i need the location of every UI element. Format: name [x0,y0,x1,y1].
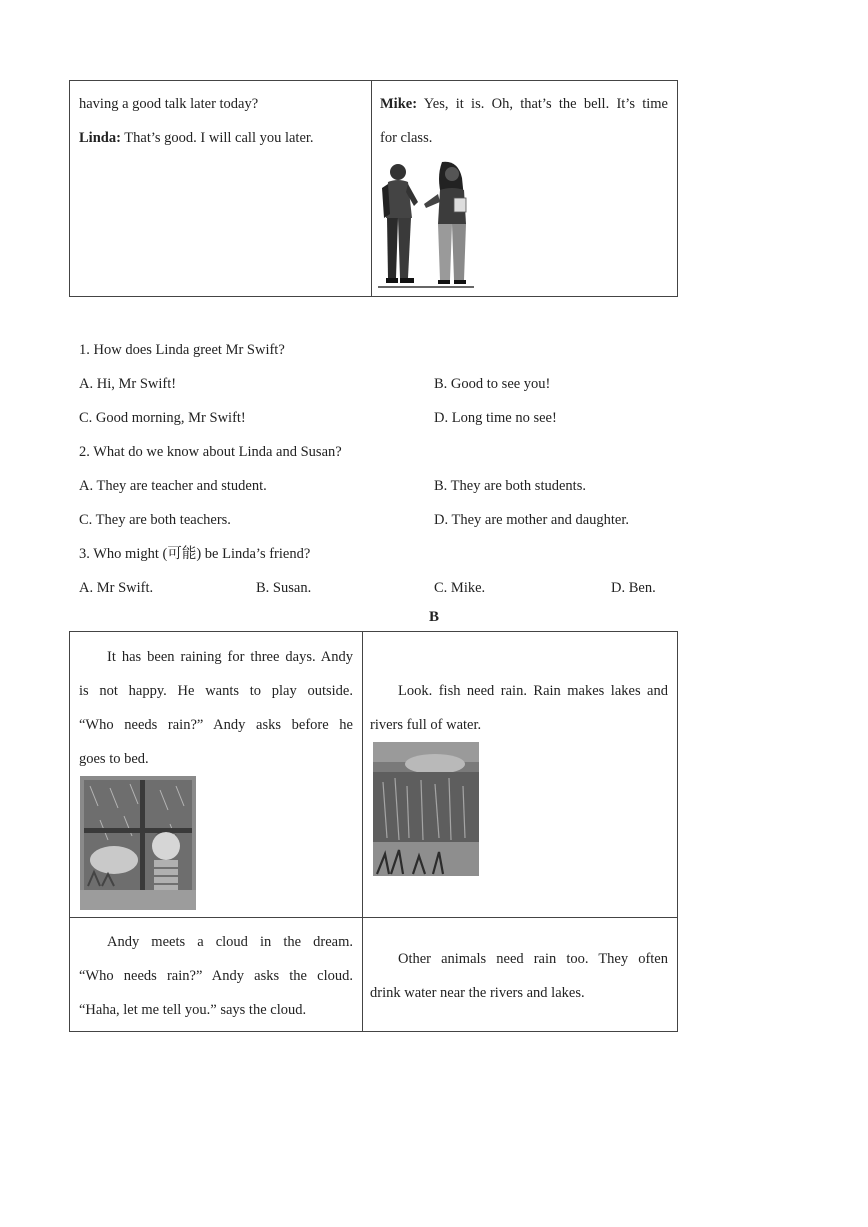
question-1-option-c[interactable]: C. Good morning, Mr Swift! [79,410,246,426]
story-line: Look. fish need rain. Rain makes lakes and [398,683,668,699]
question-2-option-d[interactable]: D. They are mother and daughter. [434,512,630,528]
question-3-stem: 3. Who might (可能) be Linda’s friend? [79,546,311,562]
story-line: drink water near the rivers and lakes. [370,985,585,1001]
story-line: rivers full of water. [370,717,482,733]
story-line: “Who needs rain?” Andy asks the cloud. [79,968,353,984]
dialogue-line: having a good talk later today? [79,96,259,112]
two-people-talking-illustration [378,158,474,290]
lake-with-reeds-illustration [373,742,479,876]
question-3-option-d[interactable]: D. Ben. [611,580,656,596]
story-line: “Haha, let me tell you.” says the cloud. [79,1002,307,1018]
question-2-option-c[interactable]: C. They are both teachers. [79,512,231,528]
dialogue-left-cell [79,87,314,155]
story-cell-1 [79,640,353,776]
dialogue-line-mike [380,87,668,121]
story-cell-4 [370,942,668,1010]
story-cell-2 [370,674,668,742]
question-3-option-b[interactable]: B. Susan. [256,580,312,596]
story-line: It has been raining for three days. Andy [107,649,353,665]
question-2-option-b[interactable]: B. They are both students. [434,478,586,494]
section-b-heading: B [428,609,439,625]
story-line: Other animals need rain too. They often [398,951,668,967]
story-line: “Who needs rain?” Andy asks before he [79,717,353,733]
question-3-option-a[interactable]: A. Mr Swift. [79,580,154,596]
question-3-option-c[interactable]: C. Mike. [434,580,486,596]
dialogue-right-cell [380,87,668,155]
story-line: is not happy. He wants to play outside. [79,683,353,699]
mike-speech-continued: for class. [380,130,433,146]
question-2-option-a[interactable]: A. They are teacher and student. [79,478,267,494]
table-column-divider [371,81,372,296]
boy-at-rainy-window-illustration [80,776,196,910]
question-1-option-b[interactable]: B. Good to see you! [434,376,551,392]
story-cell-3 [79,925,353,1027]
question-2-stem: 2. What do we know about Linda and Susan? [79,444,342,460]
question-1-stem: 1. How does Linda greet Mr Swift? [79,342,285,358]
dialogue-line-linda [79,121,314,155]
mike-speech: Yes, it is. Oh, that’s the bell. It’s time [417,96,668,112]
linda-speech: That’s good. I will call you later. [120,130,314,146]
story-table-row-divider [70,917,677,918]
story-table-column-divider [362,632,363,1031]
speaker-linda: Linda: [79,130,121,146]
speaker-mike: Mike: [380,96,418,112]
story-line: goes to bed. [79,751,149,767]
story-line: Andy meets a cloud in the dream. [107,934,353,950]
question-1-option-a[interactable]: A. Hi, Mr Swift! [79,376,177,392]
question-1-option-d[interactable]: D. Long time no see! [434,410,557,426]
